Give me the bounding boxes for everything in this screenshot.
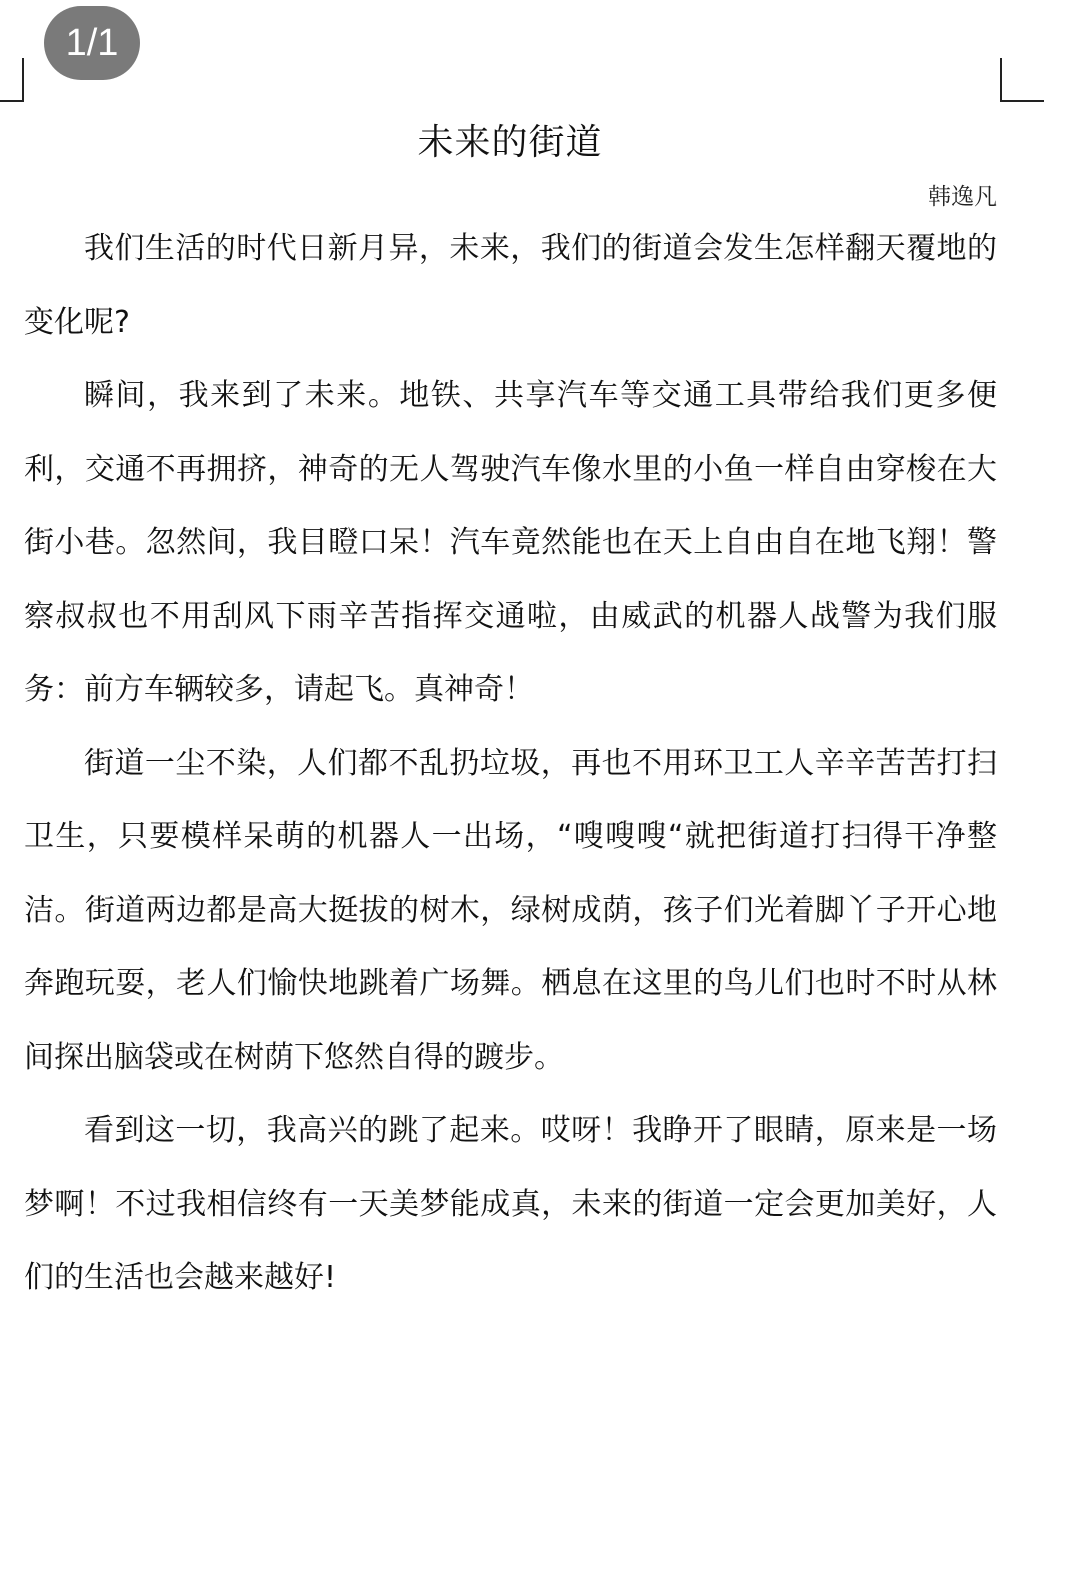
paragraph: 瞬间，我来到了未来。地铁、共享汽车等交通工具带给我们更多便利，交通不再拥挤，神奇的无人驾驶汽车像水里的小鱼一样自由穿梭在大街小巷。忽然间，我目瞪口呆！汽车竟然能也在天上自由自在地飞翔！警察叔叔也不用刮风下雨辛苦指挥交通啦，由威武的机器人战警为我们服务：前方车辆较多，请起飞。真神奇！ bbox=[24, 378, 997, 707]
paragraph: 街道一尘不染，人们都不乱扔垃圾，再也不用环卫工人辛辛苦苦打扫卫生，只要模样呆萌的机器人一出场，“嗖嗖嗖“就把街道打扫得干净整洁。街道两边都是高大挺拔的树木，绿树成荫，孩子们光着脚丫子开心地奔跑玩耍，老人们愉快地跳着广场舞。栖息在这里的鸟儿们也时不时从林间探出脑袋或在树荫下悠然自得的踱步。 bbox=[24, 745, 997, 1075]
crop-mark-top-right bbox=[1000, 58, 1044, 102]
document-author: 韩逸凡 bbox=[928, 184, 997, 210]
page-indicator-badge: 1/1 bbox=[44, 6, 140, 80]
document-title: 未来的街道 bbox=[417, 122, 603, 163]
paragraph: 我们生活的时代日新月异，未来，我们的街道会发生怎样翻天覆地的变化呢? bbox=[24, 231, 997, 340]
paragraph: 看到这一切，我高兴的跳了起来。哎呀！我睁开了眼睛，原来是一场梦啊！不过我相信终有一天美梦能成真，未来的街道一定会更加美好，人们的生活也会越来越好! bbox=[24, 1113, 997, 1295]
document-body bbox=[24, 212, 997, 1315]
crop-mark-top-left bbox=[0, 58, 24, 102]
